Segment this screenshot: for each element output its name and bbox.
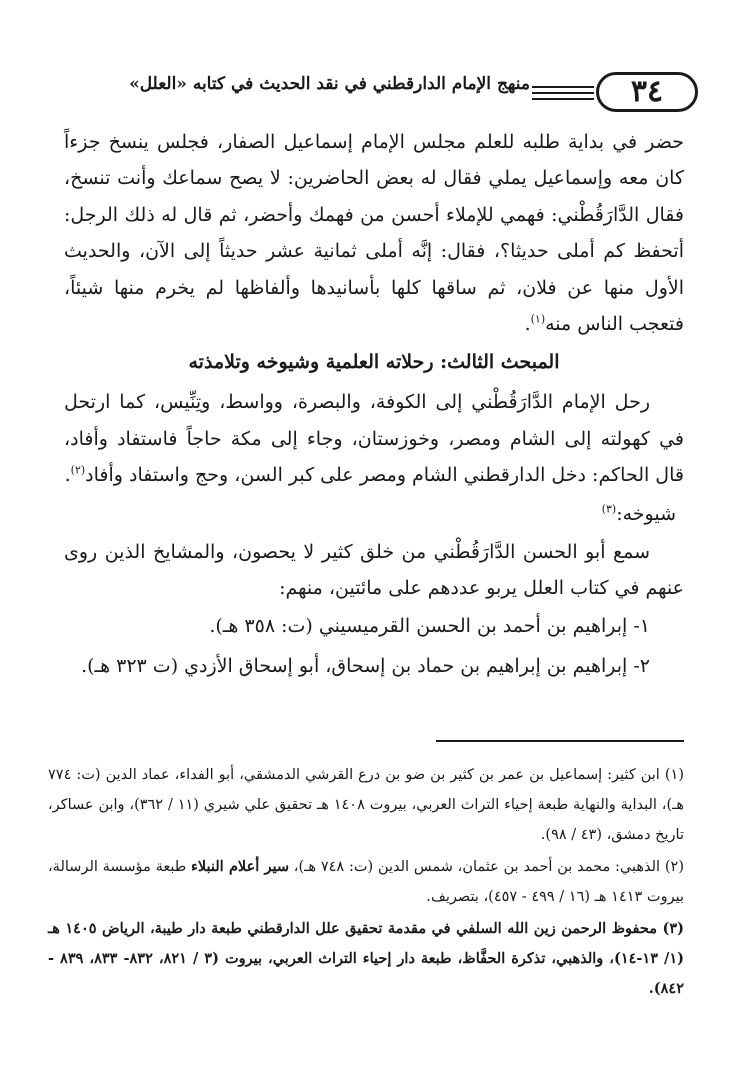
subheading-text: شيوخه:	[616, 502, 676, 525]
footnote-book-title: سير أعلام النبلاء	[191, 858, 289, 875]
list-item: ١- إبراهيم بن أحمد بن الحسن القرميسيني (ت: ٣٥٨ هـ).	[209, 615, 650, 638]
footnote-book-title: مقدمة تحقيق علل الدارقطني	[247, 920, 427, 937]
footnote-text: طبعة مؤسسة الرسالة، بيروت ١٤١٣ هـ (١٦ / ٤٩٩ - ٤٥٧)، بتصريف.	[48, 859, 684, 905]
footnote-book-title: تذكرة الحفَّاظ	[462, 950, 546, 967]
footnotes	[48, 760, 684, 1006]
header-rule	[532, 86, 594, 88]
paragraph	[64, 124, 684, 342]
footnote-text: طبعة دار طيبة، الرياض ١٤٠٥ هـ (١/ ١٣-١٤)، والذهبي،	[48, 920, 684, 967]
page-number: ٣٤	[596, 72, 698, 112]
footnote	[48, 760, 684, 850]
footnote-text: محفوظ الرحمن زين الله السلفي في	[426, 920, 657, 937]
paragraph: سمع أبو الحسن الدَّارَقُطْني من خلق كثير لا يحصون، والمشايخ الذين روى عنهم في كتاب العلل يربو عددهم على مائتين، منهم:	[64, 540, 684, 600]
footnote-ref: (٢)	[70, 463, 86, 477]
section-heading: المبحث الثالث: رحلاته العلمية وشيوخه وتلامذته	[188, 351, 560, 374]
footnote-label: (٢)	[660, 859, 684, 875]
paragraph-text: حضر في بداية طلبه للعلم مجلس الإمام إسماعيل الصفار، فجلس ينسخ جزءاً كان معه وإسماعيل يملي فقال له بعض الحاضرين: لا يصح سماعك وأنت تنسخ، فقال الدَّارَقُطْني: فهمي للإملاء أحسن من فهمك وأحضر، ثم قال له ذلك الرجل: أتحفظ كم أملى حديثا؟، فقال: إنَّه أملى ثمانية عشر حديثاً إلى الآن، والحديث الأول منها عن فلان، ثم ساقها كلها بأسانيدها وألفاظها لم يخرم منها شيئاً، فتعجب الناس منه	[64, 131, 684, 336]
subheading	[64, 494, 684, 534]
footnote-text: ، طبعة دار إحياء التراث العربي، بيروت (٣ / ٨٢١، ٨٣٢- ٨٣٣، ٨٣٩ - ٨٤٢).	[48, 950, 684, 997]
paragraph-text: رحل الإمام الدَّارَقُطْني إلى الكوفة، والبصرة، وواسط، وتِنِّيس، كما ارتحل في كهولته إلى الشام ومصر، وخوزستان، وجاء إلى مكة حاجاً فاستفاد وأفاد، قال الحاكم: دخل الدارقطني الشام ومصر على كبر السن، وحج واستفاد وأفاد	[64, 391, 684, 487]
footnote-text: الذهبي: محمد بن أحمد بن عثمان، شمس الدين (ت: ٧٤٨ هـ)،	[289, 859, 661, 875]
paragraph-end: .	[64, 464, 71, 487]
paragraph-end: .	[524, 313, 531, 336]
footnote-ref: (٣)	[601, 502, 617, 516]
paragraph	[64, 384, 684, 493]
footnote-label: (٣)	[656, 920, 684, 937]
footnote-separator	[436, 740, 684, 742]
page-header	[70, 68, 698, 116]
footnote	[48, 914, 684, 1004]
main-text	[64, 124, 684, 686]
footnote	[48, 852, 684, 912]
footnote-label: (١)	[659, 767, 684, 783]
header-rule	[532, 98, 594, 100]
footnote-ref: (١)	[530, 312, 546, 326]
header-rule	[532, 92, 594, 94]
running-title: منهج الإمام الدارقطني في نقد الحديث في كتابه «العلل»	[129, 74, 530, 94]
list-item: ٢- إبراهيم بن إبراهيم بن حماد بن إسحاق، أبو إسحاق الأزدي (ت ٣٢٣ هـ).	[81, 655, 650, 678]
footnote-text: ابن كثير: إسماعيل بن عمر بن كثير بن ضو بن درع القرشي الدمشقي، أبو الفداء، عماد الدين (ت: ٧٧٤ هـ)، البداية والنهاية طبعة إحياء التراث العربي، بيروت ١٤٠٨ هـ تحقيق علي شيري (١١ / ٣٦٢)، وابن عساكر، تاريخ دمشق، (٤٣ / ٩٨).	[48, 767, 684, 843]
